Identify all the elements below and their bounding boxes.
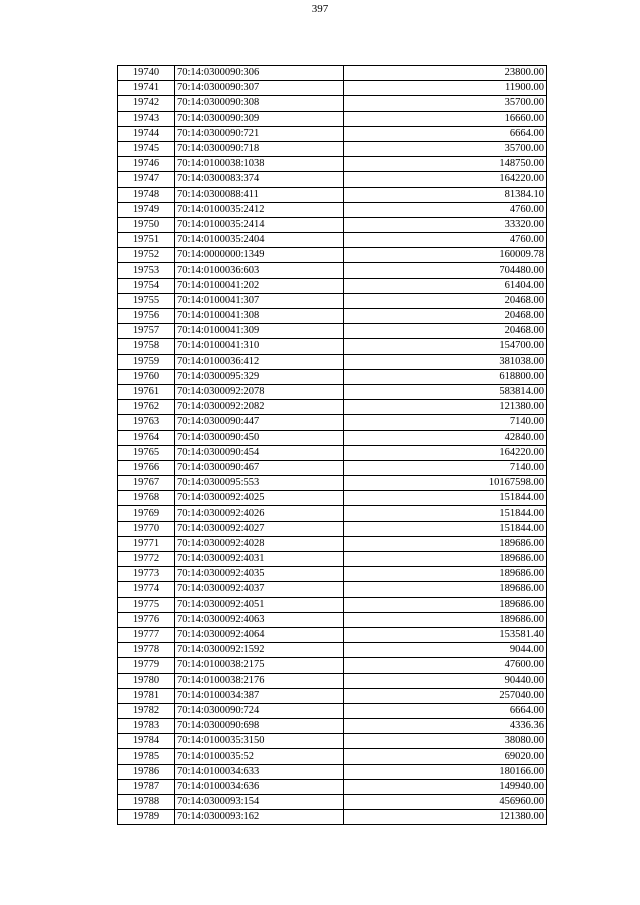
table-row [118,673,547,688]
cadastral-number-cell: 70:14:0100035:2414 [175,217,344,232]
table-row [118,111,547,126]
cadastral-value-cell: 189686.00 [344,612,547,627]
row-number-cell: 19754 [118,278,175,293]
cadastral-value-cell: 164220.00 [344,445,547,460]
cadastral-number-cell: 70:14:0300083:374 [175,172,344,187]
cadastral-value-cell: 583814.00 [344,384,547,399]
row-number-cell: 19751 [118,233,175,248]
cadastral-number-cell: 70:14:0300090:724 [175,703,344,718]
table-body [118,66,547,825]
row-number-cell: 19768 [118,491,175,506]
row-number-cell: 19743 [118,111,175,126]
table-row [118,688,547,703]
cadastral-number-cell: 70:14:0300090:467 [175,460,344,475]
cadastral-value-cell: 4760.00 [344,202,547,217]
cadastral-value-cell: 35700.00 [344,141,547,156]
table-row [118,552,547,567]
cadastral-number-cell: 70:14:0300090:698 [175,719,344,734]
cadastral-value-cell: 42840.00 [344,430,547,445]
cadastral-value-cell: 180166.00 [344,764,547,779]
table-row [118,187,547,202]
cadastral-value-cell: 23800.00 [344,66,547,81]
cadastral-value-cell: 257040.00 [344,688,547,703]
table-row [118,430,547,445]
cadastral-value-cell: 6664.00 [344,703,547,718]
table-row [118,703,547,718]
cadastral-value-cell: 7140.00 [344,415,547,430]
row-number-cell: 19769 [118,506,175,521]
row-number-cell: 19782 [118,703,175,718]
row-number-cell: 19784 [118,734,175,749]
cadastral-value-cell: 69020.00 [344,749,547,764]
cadastral-number-cell: 70:14:0300092:4064 [175,627,344,642]
cadastral-number-cell: 70:14:0300088:411 [175,187,344,202]
cadastral-value-cell: 10167598.00 [344,476,547,491]
cadastral-number-cell: 70:14:0300092:4031 [175,552,344,567]
table-row [118,248,547,263]
table-row [118,749,547,764]
cadastral-number-cell: 70:14:0300090:454 [175,445,344,460]
table-row [118,309,547,324]
cadastral-value-cell: 90440.00 [344,673,547,688]
row-number-cell: 19749 [118,202,175,217]
table-row [118,795,547,810]
cadastral-number-cell: 70:14:0300090:308 [175,96,344,111]
cadastral-value-cell: 153581.40 [344,627,547,642]
cadastral-number-cell: 70:14:0100041:310 [175,339,344,354]
row-number-cell: 19763 [118,415,175,430]
cadastral-number-cell: 70:14:0300090:309 [175,111,344,126]
row-number-cell: 19748 [118,187,175,202]
cadastral-value-cell: 148750.00 [344,157,547,172]
row-number-cell: 19775 [118,597,175,612]
cadastral-value-cell: 704480.00 [344,263,547,278]
row-number-cell: 19755 [118,293,175,308]
row-number-cell: 19760 [118,369,175,384]
row-number-cell: 19777 [118,627,175,642]
cadastral-value-cell: 61404.00 [344,278,547,293]
table-row [118,384,547,399]
cadastral-number-cell: 70:14:0100038:2175 [175,658,344,673]
row-number-cell: 19786 [118,764,175,779]
cadastral-number-cell: 70:14:0300093:154 [175,795,344,810]
cadastral-value-cell: 149940.00 [344,779,547,794]
row-number-cell: 19774 [118,582,175,597]
cadastral-number-cell: 70:14:0100036:412 [175,354,344,369]
row-number-cell: 19757 [118,324,175,339]
row-number-cell: 19772 [118,552,175,567]
row-number-cell: 19750 [118,217,175,232]
cadastral-value-cell: 381038.00 [344,354,547,369]
cadastral-number-cell: 70:14:0300090:307 [175,81,344,96]
cadastral-value-cell: 4760.00 [344,233,547,248]
table-row [118,81,547,96]
cadastral-number-cell: 70:14:0100035:52 [175,749,344,764]
table-row [118,141,547,156]
row-number-cell: 19759 [118,354,175,369]
table-row [118,597,547,612]
cadastral-value-cell: 9044.00 [344,643,547,658]
cadastral-number-cell: 70:14:0100034:633 [175,764,344,779]
cadastral-number-cell: 70:14:0300092:4027 [175,521,344,536]
cadastral-number-cell: 70:14:0300090:450 [175,430,344,445]
cadastral-number-cell: 70:14:0300090:721 [175,126,344,141]
table-row [118,66,547,81]
table-row [118,734,547,749]
table-row [118,172,547,187]
cadastral-number-cell: 70:14:0100034:387 [175,688,344,703]
cadastral-value-cell: 151844.00 [344,506,547,521]
cadastral-value-table [117,65,547,825]
cadastral-number-cell: 70:14:0100035:3150 [175,734,344,749]
row-number-cell: 19752 [118,248,175,263]
row-number-cell: 19787 [118,779,175,794]
table-row [118,779,547,794]
row-number-cell: 19766 [118,460,175,475]
table-row [118,157,547,172]
cadastral-value-cell: 4336.36 [344,719,547,734]
cadastral-number-cell: 70:14:0300092:4037 [175,582,344,597]
table-row [118,536,547,551]
row-number-cell: 19781 [118,688,175,703]
table-row [118,612,547,627]
row-number-cell: 19780 [118,673,175,688]
table-row [118,369,547,384]
row-number-cell: 19745 [118,141,175,156]
cadastral-value-cell: 189686.00 [344,567,547,582]
cadastral-number-cell: 70:14:0300090:447 [175,415,344,430]
cadastral-number-cell: 70:14:0100041:307 [175,293,344,308]
table-row [118,339,547,354]
row-number-cell: 19764 [118,430,175,445]
cadastral-number-cell: 70:14:0100036:603 [175,263,344,278]
cadastral-value-cell: 20468.00 [344,324,547,339]
cadastral-number-cell: 70:14:0100035:2412 [175,202,344,217]
cadastral-value-cell: 121380.00 [344,400,547,415]
cadastral-number-cell: 70:14:0100038:2176 [175,673,344,688]
cadastral-value-cell: 20468.00 [344,293,547,308]
table-row [118,126,547,141]
page-number: 397 [311,3,329,15]
row-number-cell: 19770 [118,521,175,536]
table-row [118,719,547,734]
row-number-cell: 19746 [118,157,175,172]
cadastral-number-cell: 70:14:0300092:2082 [175,400,344,415]
row-number-cell: 19756 [118,309,175,324]
table-row [118,582,547,597]
row-number-cell: 19762 [118,400,175,415]
cadastral-number-cell: 70:14:0100041:308 [175,309,344,324]
cadastral-number-cell: 70:14:0300092:4051 [175,597,344,612]
table-row [118,476,547,491]
cadastral-value-cell: 38080.00 [344,734,547,749]
cadastral-value-cell: 11900.00 [344,81,547,96]
cadastral-value-cell: 16660.00 [344,111,547,126]
row-number-cell: 19776 [118,612,175,627]
cadastral-value-cell: 456960.00 [344,795,547,810]
row-number-cell: 19767 [118,476,175,491]
cadastral-value-cell: 154700.00 [344,339,547,354]
cadastral-value-cell: 189686.00 [344,536,547,551]
cadastral-number-cell: 70:14:0300092:4063 [175,612,344,627]
table-row [118,278,547,293]
table-row [118,764,547,779]
table-row [118,491,547,506]
table-row [118,293,547,308]
cadastral-value-cell: 189686.00 [344,582,547,597]
cadastral-number-cell: 70:14:0000000:1349 [175,248,344,263]
row-number-cell: 19789 [118,810,175,825]
cadastral-number-cell: 70:14:0300092:2078 [175,384,344,399]
row-number-cell: 19742 [118,96,175,111]
table-row [118,506,547,521]
cadastral-value-cell: 189686.00 [344,597,547,612]
cadastral-number-cell: 70:14:0100041:309 [175,324,344,339]
cadastral-number-cell: 70:14:0100041:202 [175,278,344,293]
cadastral-value-cell: 6664.00 [344,126,547,141]
table-row [118,810,547,825]
cadastral-number-cell: 70:14:0100038:1038 [175,157,344,172]
row-number-cell: 19758 [118,339,175,354]
row-number-cell: 19783 [118,719,175,734]
table-row [118,324,547,339]
table-row [118,202,547,217]
cadastral-number-cell: 70:14:0300092:4026 [175,506,344,521]
cadastral-value-cell: 47600.00 [344,658,547,673]
cadastral-value-cell: 618800.00 [344,369,547,384]
cadastral-value-cell: 151844.00 [344,521,547,536]
table-row [118,217,547,232]
cadastral-value-cell: 33320.00 [344,217,547,232]
cadastral-number-cell: 70:14:0300090:718 [175,141,344,156]
cadastral-number-cell: 70:14:0100034:636 [175,779,344,794]
cadastral-value-cell: 20468.00 [344,309,547,324]
table-row [118,415,547,430]
row-number-cell: 19761 [118,384,175,399]
row-number-cell: 19744 [118,126,175,141]
cadastral-value-cell: 164220.00 [344,172,547,187]
cadastral-number-cell: 70:14:0300095:553 [175,476,344,491]
table-row [118,460,547,475]
cadastral-number-cell: 70:14:0300092:4035 [175,567,344,582]
table-row [118,263,547,278]
table-row [118,354,547,369]
cadastral-number-cell: 70:14:0300095:329 [175,369,344,384]
table-row [118,567,547,582]
table-row [118,643,547,658]
row-number-cell: 19778 [118,643,175,658]
row-number-cell: 19779 [118,658,175,673]
cadastral-value-cell: 151844.00 [344,491,547,506]
table-row [118,521,547,536]
cadastral-number-cell: 70:14:0300092:4028 [175,536,344,551]
table-row [118,400,547,415]
cadastral-number-cell: 70:14:0300090:306 [175,66,344,81]
cadastral-value-cell: 160009.78 [344,248,547,263]
row-number-cell: 19740 [118,66,175,81]
cadastral-value-cell: 81384.10 [344,187,547,202]
row-number-cell: 19785 [118,749,175,764]
cadastral-number-cell: 70:14:0300093:162 [175,810,344,825]
row-number-cell: 19773 [118,567,175,582]
cadastral-value-cell: 121380.00 [344,810,547,825]
cadastral-number-cell: 70:14:0300092:1592 [175,643,344,658]
cadastral-value-cell: 189686.00 [344,552,547,567]
row-number-cell: 19747 [118,172,175,187]
cadastral-value-cell: 35700.00 [344,96,547,111]
table-row [118,233,547,248]
row-number-cell: 19788 [118,795,175,810]
cadastral-number-cell: 70:14:0100035:2404 [175,233,344,248]
row-number-cell: 19765 [118,445,175,460]
cadastral-number-cell: 70:14:0300092:4025 [175,491,344,506]
table-row [118,96,547,111]
table-row [118,658,547,673]
row-number-cell: 19771 [118,536,175,551]
table-row [118,445,547,460]
table-row [118,627,547,642]
cadastral-value-cell: 7140.00 [344,460,547,475]
row-number-cell: 19741 [118,81,175,96]
row-number-cell: 19753 [118,263,175,278]
